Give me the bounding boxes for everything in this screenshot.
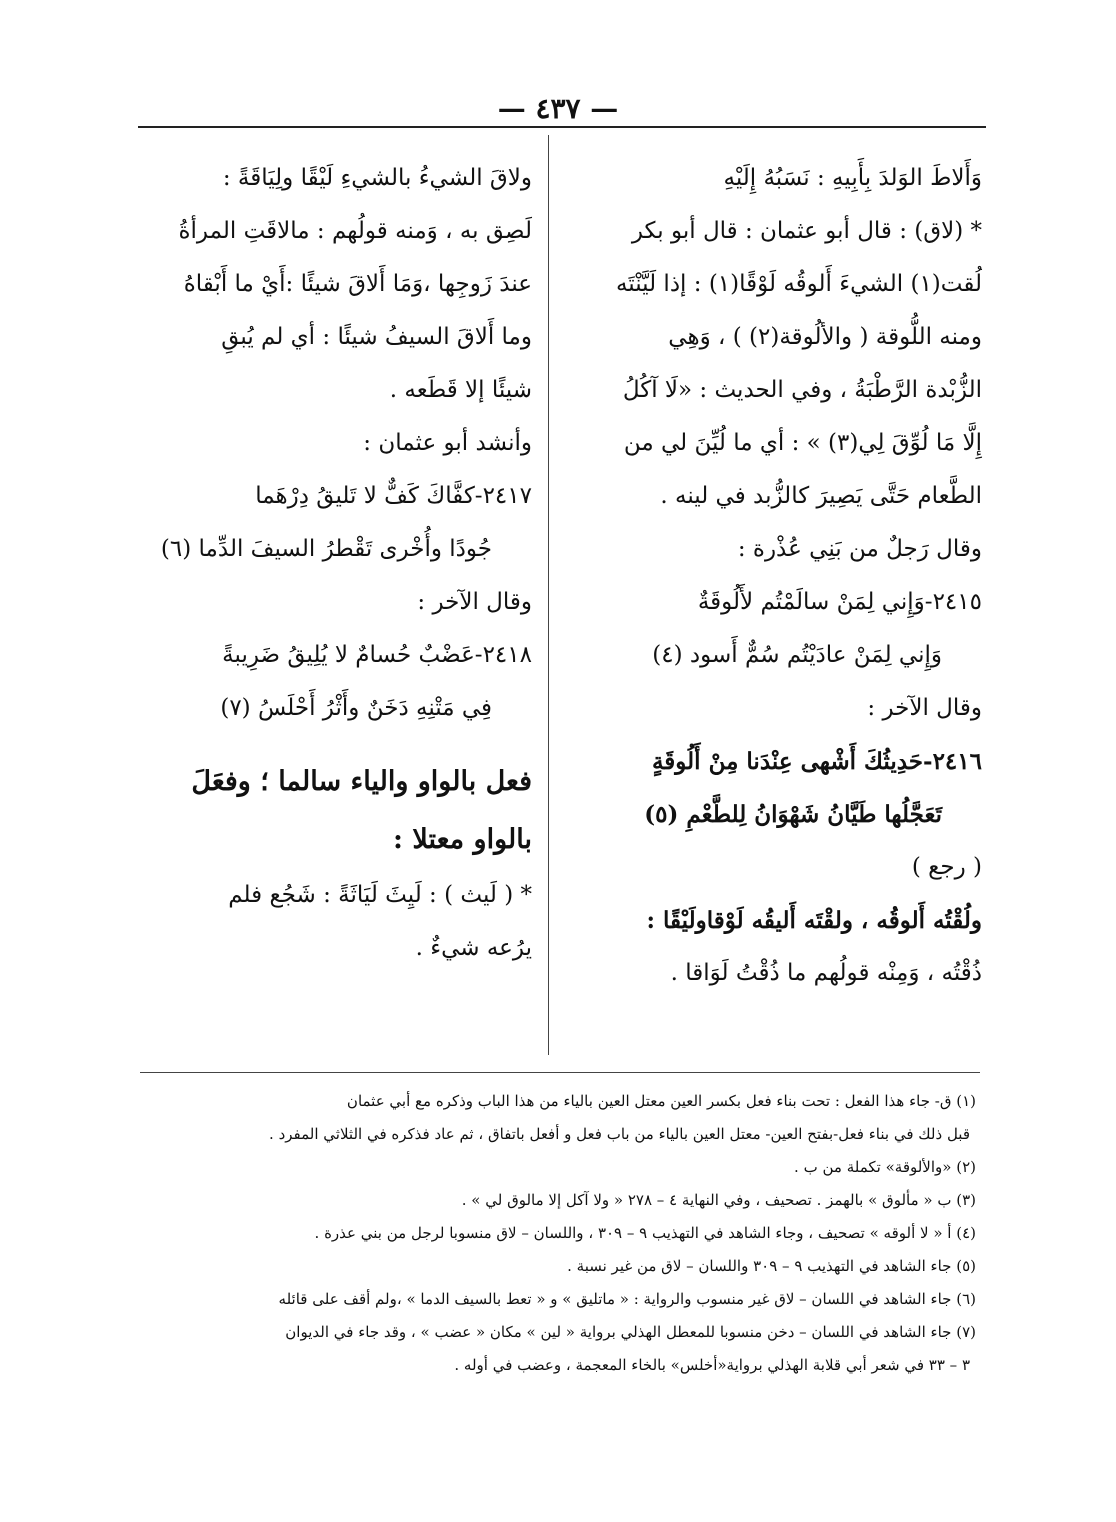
text-line: ذُقْتُه ، وَمِنْه قولُهم ما ذُقْتُ لَوَاقا . bbox=[670, 960, 982, 986]
page-number: — ٤٣٧ — bbox=[497, 92, 619, 125]
verse-line: ٢٤١٦-حَدِيثُكَ أَشْهى عِنْدَنا مِنْ أَلُوقَةٍ bbox=[651, 748, 982, 775]
footnote-line: (٧) جاء الشاهد في اللسان – دخن منسوبا للمعطل الهذلي برواية « لين » مكان « عضب » ، وقد جاء في الديوان bbox=[285, 1323, 976, 1341]
footnotes bbox=[130, 1085, 976, 1382]
text-line: لُقت(١) الشيءَ أَلوقُه لَوْقًا(١) : إذا لَيَّنْتَه bbox=[615, 271, 982, 297]
verse-line: ٢٤١٥-وَإِني لِمَنْ سالَمْتُم لأَلُوقَةٌ bbox=[697, 589, 982, 615]
text-line: وقال الآخر : bbox=[867, 695, 982, 721]
footnote-rule bbox=[140, 1072, 980, 1073]
footnote-line: (٦) جاء الشاهد في اللسان – لاق غير منسوب والرواية : « ماتليق » و « تعط بالسيف الدما » ،ولم أقف على قائله bbox=[278, 1290, 976, 1308]
section-heading: فعل بالواو والياء سالما ؛ وفعَلَ bbox=[191, 766, 532, 797]
text-line: وَأَلاطَ الوَلدَ بِأَبِيهِ : نَسَبُهُ إِلَيْهِ bbox=[723, 165, 982, 191]
text-line: وقال رَجلٌ من بَنِي عُذْرة : bbox=[737, 536, 982, 562]
text-line: الزُّبْدة الرَّطْبَةُ ، وفي الحديث : «لَا آكُلُ bbox=[622, 377, 982, 403]
verse-line: وَإِني لِمَنْ عادَيْتُم سُمٌّ أَسود (٤) bbox=[652, 642, 942, 668]
text-line: ( رجع ) bbox=[911, 854, 982, 880]
left-column bbox=[140, 152, 532, 975]
text-line: شيئًا إلا قَطَعه . bbox=[389, 377, 532, 403]
text-line: يرُعه شيءٌ . bbox=[415, 935, 532, 961]
text-line: لَصِق به ، وَمنه قولُهم : مالاقَتِ المرأةُ bbox=[178, 218, 532, 244]
footnote-line: ٣ – ٣٣ في شعر أبي قلابة الهذلي برواية«أخلس» بالخاء المعجمة ، وعضب في أوله . bbox=[454, 1356, 970, 1374]
text-line: * ( لَيث ) : لَيِثَ لَيَاثَةً : شَجُع فلم bbox=[228, 882, 532, 908]
footnote-line: (١) ق- جاء هذا الفعل : تحت بناء فعل بكسر العين معتل العين بالياء من هذا الباب وذكره مع أبي عثمان bbox=[346, 1092, 976, 1110]
text-line: ولاقَ الشيءُ بالشيءِ لَيْقًا ولِيَاقَةً : bbox=[222, 165, 532, 191]
footnote-line: (٣) ب « مألوق » بالهمز . تصحيف ، وفي النهاية ٤ – ٢٧٨ « ولا آكل إلا مالوق لي » . bbox=[461, 1191, 976, 1209]
section-heading: بالواو معتلا : bbox=[393, 824, 532, 855]
text-line: ولُقْتُه أَلوقُه ، ولقْتَه أَليقُه لَوْقاولَيْقًا : bbox=[646, 907, 982, 934]
footnote-line: (٢) «والألوقة» تكملة من ب . bbox=[794, 1158, 976, 1176]
column-divider bbox=[548, 135, 549, 1055]
verse-line: فِي مَتْنِهِ دَخَنٌ وأَثْرُ أَحْلَسُ (٧) bbox=[220, 695, 492, 721]
text-line: وما أَلاقَ السيفُ شيئًا : أي لم يُبقِ bbox=[221, 324, 532, 350]
verse-line: جُودًا وأُخْرى تَقْطرُ السيفَ الدِّما (٦) bbox=[160, 536, 492, 562]
section-spacer bbox=[140, 735, 532, 753]
text-line: وأنشد أبو عثمان : bbox=[363, 430, 532, 456]
text-line: الطَّعام حَتَّى يَصِيرَ كالزُّبد في لينه . bbox=[660, 483, 982, 509]
verse-line: ٢٤١٧-كفَّاكَ كَفٌّ لا تَليقُ دِرْهَما bbox=[255, 483, 532, 509]
footnote-line: قبل ذلك في بناء فعل-بفتح العين- معتل العين بالياء من باب فعل و أفعل باتفاق ، ثم عاد فذكره في الثلاثي المفرد . bbox=[269, 1125, 970, 1143]
right-column bbox=[572, 152, 982, 1000]
text-line: وقال الآخر : bbox=[417, 589, 532, 615]
verse-line: ٢٤١٨-عَضْبٌ حُسامٌ لا يُلِيقُ ضَرِيبةً bbox=[222, 642, 532, 668]
text-line: إِلَّا مَا لُوِّقَ لِي(٣) » : أي ما لُيِّنَ لي من bbox=[623, 430, 982, 456]
verse-line: تَعَجَّلُها طَيَّانُ شَهْوَانُ لِلطَّعْمِ (٥) bbox=[644, 801, 942, 828]
header-rule bbox=[138, 126, 986, 128]
text-line: عندَ زَوجِها ،وَمَا أَلاقَ شيئًا :أَيْ ما أَبْقاهُ bbox=[183, 271, 532, 297]
footnote-line: (٤) أ « لا ألوقه » تصحيف ، وجاء الشاهد في التهذيب ٩ – ٣٠٩ ، واللسان – لاق منسوبا لرجل من بني عذرة . bbox=[314, 1224, 976, 1242]
text-line: * (لاق) : قال أبو عثمان : قال أبو بكر bbox=[631, 218, 982, 244]
footnote-line: (٥) جاء الشاهد في التهذيب ٩ – ٣٠٩ واللسان – لاق من غير نسبة . bbox=[567, 1257, 976, 1275]
text-line: ومنه اللُّوقة ( والألُوقة(٢) ) ، وَهِي bbox=[668, 324, 982, 350]
